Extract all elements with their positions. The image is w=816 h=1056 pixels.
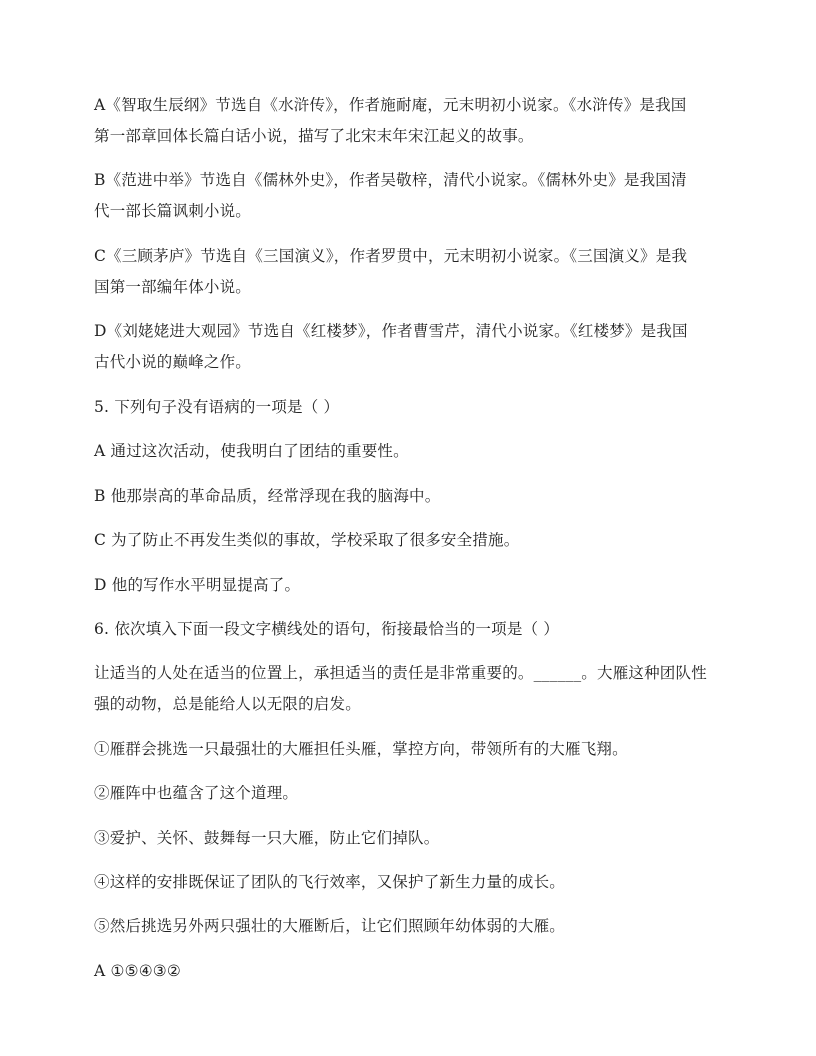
q5-option-b: B 他那崇高的革命品质，经常浮现在我的脑海中。 (94, 487, 441, 505)
q4-option-b-line-1: B《范进中举》节选自《儒林外史》，作者吴敬梓，清代小说家。《儒林外史》是我国清 (94, 171, 687, 189)
q6-sentence-4: ④这样的安排既保证了团队的飞行效率，又保护了新生力量的成长。 (94, 873, 566, 891)
question-5-stem: 5. 下列句子没有语病的一项是（ ） (94, 398, 340, 416)
q4-option-a-line-1: A《智取生辰纲》节选自《水浒传》，作者施耐庵，元末明初小说家。《水浒传》是我国 (94, 96, 687, 114)
q6-sentence-5: ⑤然后挑选另外两只强壮的大雁断后，让它们照顾年幼体弱的大雁。 (94, 917, 566, 935)
q6-passage-line-2: 强的动物，总是能给人以无限的启发。 (94, 695, 361, 713)
q4-option-d-line-1: D《刘姥姥进大观园》节选自《红楼梦》，作者曹雪芹，清代小说家。《红楼梦》是我国 (94, 322, 688, 340)
q5-option-d: D 他的写作水平明显提高了。 (94, 576, 301, 594)
q4-option-d-line-2: 古代小说的巅峰之作。 (94, 353, 252, 371)
q5-option-c: C 为了防止不再发生类似的事故，学校采取了很多安全措施。 (94, 531, 520, 549)
q6-option-a: A ①⑤④③② (94, 962, 181, 980)
q6-sentence-1: ①雁群会挑选一只最强壮的大雁担任头雁，掌控方向，带领所有的大雁飞翔。 (94, 740, 628, 758)
q4-option-b-line-2: 代一部长篇讽刺小说。 (94, 202, 252, 220)
q4-option-c-line-2: 国第一部编年体小说。 (94, 278, 252, 296)
q4-option-a-line-2: 第一部章回体长篇白话小说，描写了北宋末年宋江起义的故事。 (94, 127, 534, 145)
q4-option-c-line-1: C《三顾茅庐》节选自《三国演义》，作者罗贯中，元末明初小说家。《三国演义》是我 (94, 247, 688, 265)
q6-sentence-3: ③爱护、关怀、鼓舞每一只大雁，防止它们掉队。 (94, 829, 440, 847)
q6-sentence-2: ②雁阵中也蕴含了这个道理。 (94, 784, 299, 802)
q6-passage-line-1: 让适当的人处在适当的位置上，承担适当的责任是非常重要的。______。大雁这种团队性 (94, 664, 707, 682)
question-6-stem: 6. 依次填入下面一段文字横线处的语句，衔接最恰当的一项是（ ） (94, 620, 560, 638)
q5-option-a: A 通过这次活动，使我明白了团结的重要性。 (94, 442, 409, 460)
